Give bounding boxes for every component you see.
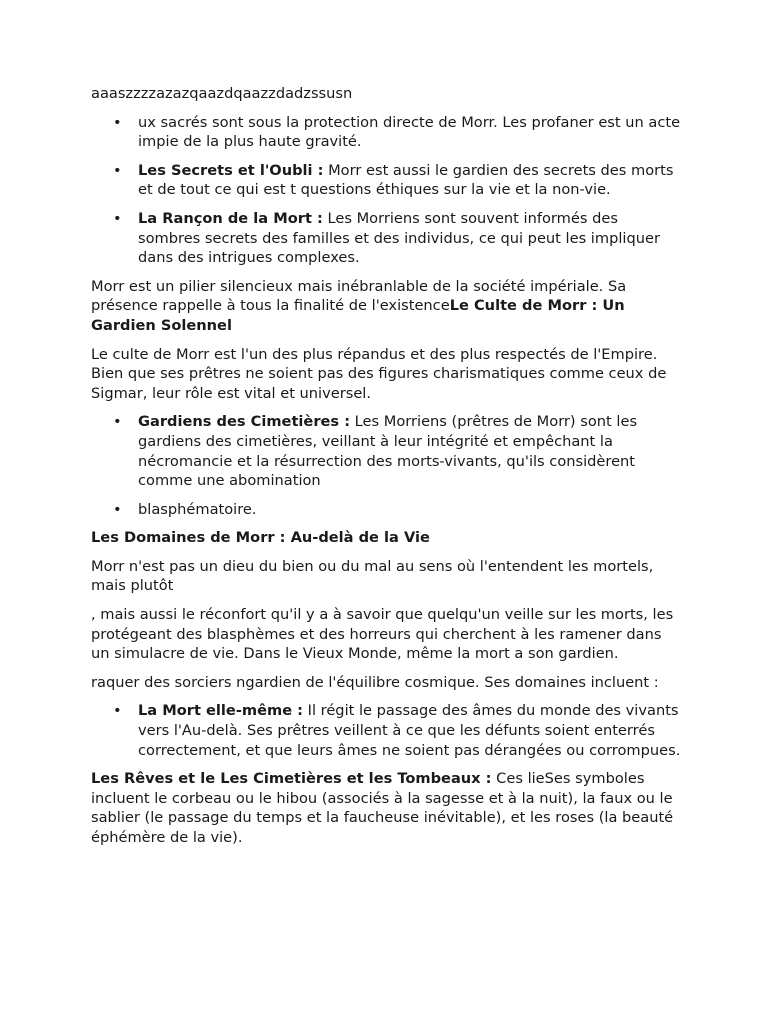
paragraph-reves [91,769,683,847]
bullet-icon: • [113,702,122,720]
section-heading-domaines [91,528,683,548]
paragraph-domaines: raquer des sorciers ngardien de l'équilibre cosmique. Ses domaines incluent : [91,673,659,691]
list-item-label: La Mort elle-même : [138,702,304,720]
list-item-text: blasphématoire. [138,500,257,518]
list-item-text: Les Morriens (prêtres de Morr) sont les gardiens des cimetières, veillant à leur intégrité et empêchant la nécromancie et la résurrection des morts-vivants, qu'ils considèrent comme une abomination [138,413,638,490]
first-line: aaaszzzzazazqaazdqaazzdadzssusn [91,85,353,102]
list-item-text: Morr est aussi le gardien des secrets des morts et de tout ce qui est t questions éthiques sur la vie et la non-vie. [138,161,674,199]
paragraph-culte: Le culte de Morr est l'un des plus répandus et des plus respectés de l'Empire. Bien que ses prêtres ne soient pas des figures charismatiques comme ceux de Sigmar, leur rôle est vital et universel. [91,345,667,402]
list-item-text: Les Morriens sont souvent informés des sombres secrets des familles et des individus, ce qui peut les impliquer dans des intrigues complexes. [138,209,660,267]
bullet-list-2 [91,412,683,519]
list-item-label: La Rançon de la Mort : [138,209,323,227]
paragraph-text: Ces lieSes symboles incluent le corbeau ou le hibou (associés à la sagesse et à la nuit), la faux ou le sablier (le passage du temps et la faucheuse inévitable), et les roses (la beauté éphémère de la vie). [91,770,674,846]
bullet-icon: • [113,113,122,131]
bullet-list-3 [91,701,683,760]
section-heading-culte: Le Culte de Morr : Un Gardien Solennel [91,297,625,334]
heading-text: Les Domaines de Morr : Au-delà de la Vie [91,529,430,547]
paragraph-reconfort: , mais aussi le réconfort qu'il y a à savoir que quelqu'un veille sur les morts, les protégeant des blasphèmes et des horreurs qui cherchent à les ramener dans un simulacre de vie. Dans le Vieux Monde, même la mort a son gardien. [91,606,674,663]
list-item-text: Il régit le passage des âmes du monde des vivants vers l'Au-delà. Ses prêtres veillent à ce que les défunts soient enterrés correctement, et que leurs âmes ne soient pas dérangées ou corrompues. [138,702,681,759]
paragraph-dieu: Morr n'est pas un dieu du bien ou du mal au sens où l'entendent les mortels, mais plutôt [91,557,654,595]
bullet-icon: • [113,161,122,179]
list-item [91,161,683,200]
bullet-icon: • [113,413,122,431]
paragraph-text: Morr est un pilier silencieux mais inébranlable de la société impériale. Sa présence rappelle à tous la finalité de l'existence [91,277,627,315]
document-page [91,84,683,857]
bullet-icon: • [113,209,122,227]
list-item [91,113,683,152]
bullet-icon: • [113,500,122,518]
list-item [91,701,683,760]
bullet-list-1 [91,113,683,268]
list-item [91,412,683,490]
list-item-label: Gardiens des Cimetières : [138,413,351,431]
list-item [91,209,683,268]
list-item [91,500,683,520]
paragraph-pillar [91,277,683,336]
list-item-text: ux sacrés sont sous la protection directe de Morr. Les profaner est un acte impie de la plus haute gravité. [138,113,681,151]
paragraph-label: Les Rêves et le Les Cimetières et les Tombeaux : [91,770,492,788]
list-item-label: Les Secrets et l'Oubli : [138,161,324,179]
